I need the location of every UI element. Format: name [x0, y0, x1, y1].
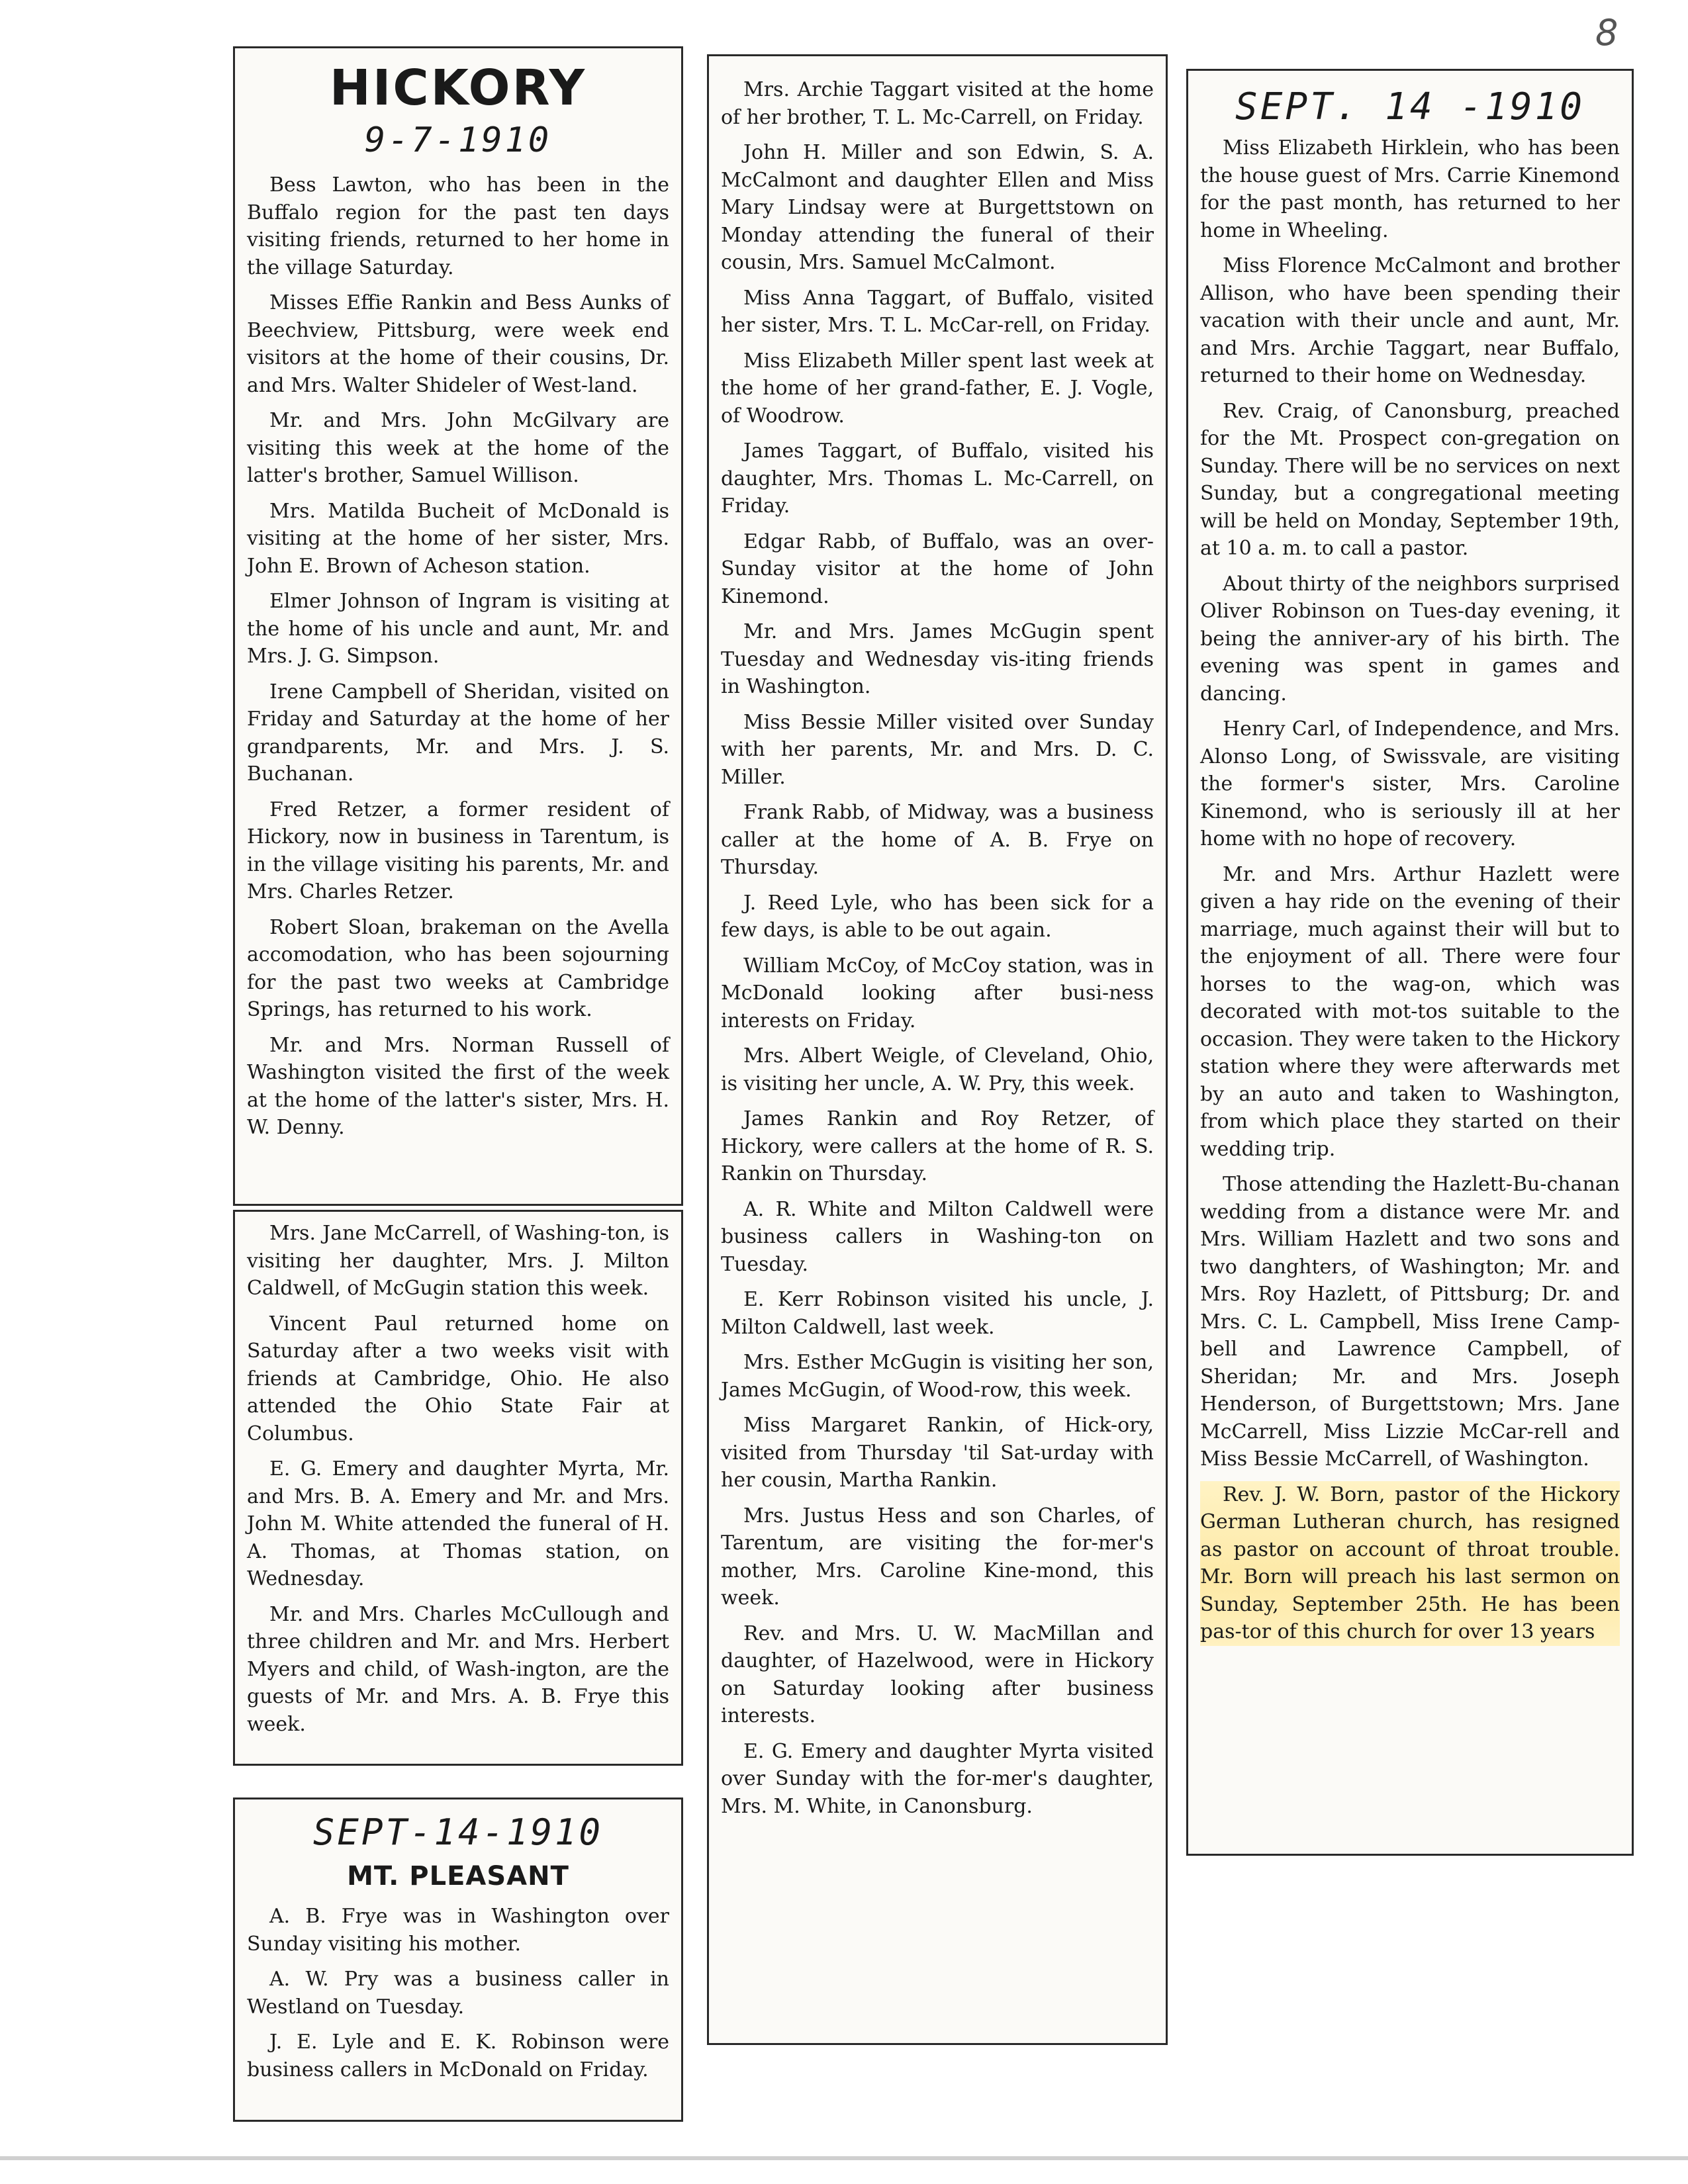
handwritten-date: SEPT. 14 -1910	[1235, 85, 1585, 128]
clipping-right-column	[1186, 69, 1634, 1856]
news-item: Miss Elizabeth Miller spent last week at the home of her grand-father, E. J. Vogle, of Woodrow.	[721, 349, 1154, 428]
page-number: 8	[1595, 12, 1618, 54]
news-item: Rev. and Mrs. U. W. MacMillan and daughter, of Hazelwood, were in Hickory on Saturday looking after business interests.	[721, 1621, 1154, 1727]
news-item: Bess Lawton, who has been in the Buffalo region for the past ten days visiting friends, returned to her home in the village Saturday.	[247, 173, 669, 279]
clipping-hickory	[233, 46, 683, 1206]
news-item: Rev. Craig, of Canonsburg, preached for the Mt. Prospect con-gregation on Sunday. There will be no services on next Sunday, but a congregational meeting will be held on Monday, September 19th, at 10 a. m. to call a pastor.	[1200, 399, 1620, 560]
clipping-title: HICKORY	[329, 60, 587, 116]
news-item: Miss Bessie Miller visited over Sunday with her parents, Mr. and Mrs. D. C. Miller.	[721, 710, 1154, 789]
news-item: Miss Margaret Rankin, of Hick-ory, visited from Thursday 'til Sat-urday with her cousin, Martha Rankin.	[721, 1414, 1154, 1492]
news-item: E. G. Emery and daughter Myrta, Mr. and Mrs. B. A. Emery and Mr. and Mrs. John M. White attended the funeral of H. A. Thomas, at Thomas station, on Wednesday.	[247, 1457, 669, 1590]
news-item: Miss Florence McCalmont and brother Allison, who have been spending their vacation with their uncle and aunt, Mr. and Mrs. Archie Taggart, near Buffalo, returned to their home on Wednesday.	[1200, 254, 1620, 387]
news-item: James Rankin and Roy Retzer, of Hickory, were callers at the home of R. S. Rankin on Thursday.	[721, 1107, 1154, 1185]
news-item: E. Kerr Robinson visited his uncle, J. Milton Caldwell, last week.	[721, 1288, 1154, 1339]
news-item: J. Reed Lyle, who has been sick for a few days, is able to be out again.	[721, 891, 1154, 942]
news-item: A. W. Pry was a business caller in Westland on Tuesday.	[247, 1968, 669, 2019]
news-item: Miss Elizabeth Hirklein, who has been the house guest of Mrs. Carrie Kinemond for the past month, has returned to her home in Wheeling.	[1200, 136, 1620, 242]
news-item: Mrs. Albert Weigle, of Cleveland, Ohio, is visiting her uncle, A. W. Pry, this week.	[721, 1044, 1154, 1095]
news-item: E. G. Emery and daughter Myrta visited over Sunday with the for-mer's daughter, Mrs. M. White, in Canonsburg.	[721, 1739, 1154, 1818]
handwritten-date: SEPT-14-1910	[312, 1811, 604, 1853]
news-item: Irene Campbell of Sheridan, visited on Friday and Saturday at the home of her grandparents, Mr. and Mrs. J. S. Buchanan.	[247, 680, 669, 786]
news-item: Vincent Paul returned home on Saturday after a two weeks visit with friends at Cambridge, Ohio. He also attended the Ohio State Fair at Columbus.	[247, 1312, 669, 1445]
clipping-mt-pleasant	[233, 1797, 683, 2122]
clipping-hickory-continued	[233, 1210, 683, 1766]
news-item: Mr. and Mrs. James McGugin spent Tuesday and Wednesday vis-iting friends in Washington.	[721, 620, 1154, 698]
clipping-middle-column	[707, 54, 1168, 2045]
news-item: Henry Carl, of Independence, and Mrs. Alonso Long, of Swissvale, are visiting the former's sister, Mrs. Caroline Kinemond, who is seriously ill at her home with no hope of recovery.	[1200, 717, 1620, 850]
handwritten-date: 9-7-1910	[364, 120, 552, 160]
news-item: J. E. Lyle and E. K. Robinson were business callers in McDonald on Friday.	[247, 2030, 669, 2081]
news-item: William McCoy, of McCoy station, was in McDonald looking after busi-ness interests on Friday.	[721, 954, 1154, 1032]
news-item: Mrs. Jane McCarrell, of Washing-ton, is visiting her daughter, Mrs. J. Milton Caldwell, of McGugin station this week.	[247, 1222, 669, 1300]
news-item: Mrs. Archie Taggart visited at the home of her brother, T. L. Mc-Carrell, on Friday.	[721, 78, 1154, 129]
clipping-title: MT. PLEASANT	[347, 1861, 569, 1891]
news-item-highlighted: Rev. J. W. Born, pastor of the Hickory German Lutheran church, has resigned as pastor on account of throat trouble. Mr. Born will preach his last sermon on Sunday, September 25th. He has been pas-tor of this church for over 13 years	[1200, 1481, 1620, 1646]
news-item: Fred Retzer, a former resident of Hickory, now in business in Tarentum, is in the village visiting his parents, Mr. and Mrs. Charles Retzer.	[247, 797, 669, 903]
news-item: John H. Miller and son Edwin, S. A. McCalmont and daughter Ellen and Miss Mary Lindsay were at Burgettstown on Monday attending the funeral of their cousin, Mrs. Samuel McCalmont.	[721, 141, 1154, 274]
news-item: Mr. and Mrs. Charles McCullough and three children and Mr. and Mrs. Herbert Myers and child, of Wash-ington, are the guests of Mr. and Mrs. A. B. Frye this week.	[247, 1602, 669, 1736]
news-item: Mr. and Mrs. Norman Russell of Washington visited the first of the week at the home of the latter's sister, Mrs. H. W. Denny.	[247, 1033, 669, 1139]
news-item: About thirty of the neighbors surprised Oliver Robinson on Tues-day evening, it being the anniver-ary of his birth. The evening was spent in games and dancing.	[1200, 572, 1620, 705]
news-item: Mrs. Matilda Bucheit of McDonald is visiting at the home of her sister, Mrs. John E. Brown of Acheson station.	[247, 499, 669, 578]
news-item: Edgar Rabb, of Buffalo, was an over-Sunday visitor at the home of John Kinemond.	[721, 529, 1154, 608]
news-item: Elmer Johnson of Ingram is visiting at the home of his uncle and aunt, Mr. and Mrs. J. G. Simpson.	[247, 590, 669, 668]
news-item: Mrs. Justus Hess and son Charles, of Tarentum, are visiting the for-mer's mother, Mrs. Caroline Kine-mond, this week.	[721, 1504, 1154, 1610]
news-item: Mrs. Esther McGugin is visiting her son, James McGugin, of Wood-row, this week.	[721, 1351, 1154, 1402]
news-item: Misses Effie Rankin and Bess Aunks of Beechview, Pittsburg, were week end visitors at the home of their cousins, Dr. and Mrs. Walter Shideler of West-land.	[247, 291, 669, 397]
news-item: Those attending the Hazlett-Bu-chanan wedding from a distance were Mr. and Mrs. William Hazlett and two sons and two danghters, of Washington; Mr. and Mrs. Roy Hazlett, of Pittsburg; Dr. and Mrs. C. L. Campbell, Miss Irene Camp-bell and Lawrence Campbell, of Sheridan; Mr. and Mrs. Joseph Henderson, of Burgettstown; Mrs. Jane McCarrell, Miss Lizzie McCar-rell and Miss Bessie McCarrell, of Washington.	[1200, 1173, 1620, 1471]
news-item: Mr. and Mrs. Arthur Hazlett were given a hay ride on the evening of their marriage, much against their will but to the enjoyment of all. There were four horses to the wag-on, which was decorated with mot-tos suitable to the occasion. They were taken to the Hickory station where they were afterwards met by an auto and taken to Washington, from which place they started on their wedding trip.	[1200, 862, 1620, 1161]
news-item: Robert Sloan, brakeman on the Avella accomodation, who has been sojourning for the past two weeks at Cambridge Springs, has returned to his work.	[247, 915, 669, 1021]
news-item: A. B. Frye was in Washington over Sunday visiting his mother.	[247, 1905, 669, 1956]
news-item: Mr. and Mrs. John McGilvary are visiting this week at the home of the latter's brother, Samuel Willison.	[247, 409, 669, 487]
page-edge-shadow	[0, 2156, 1688, 2160]
news-item: Miss Anna Taggart, of Buffalo, visited her sister, Mrs. T. L. McCar-rell, on Friday.	[721, 286, 1154, 337]
news-item: A. R. White and Milton Caldwell were business callers in Washing-ton on Tuesday.	[721, 1197, 1154, 1276]
news-item: Frank Rabb, of Midway, was a business caller at the home of A. B. Frye on Thursday.	[721, 801, 1154, 879]
news-item: James Taggart, of Buffalo, visited his daughter, Mrs. Thomas L. Mc-Carrell, on Friday.	[721, 439, 1154, 518]
